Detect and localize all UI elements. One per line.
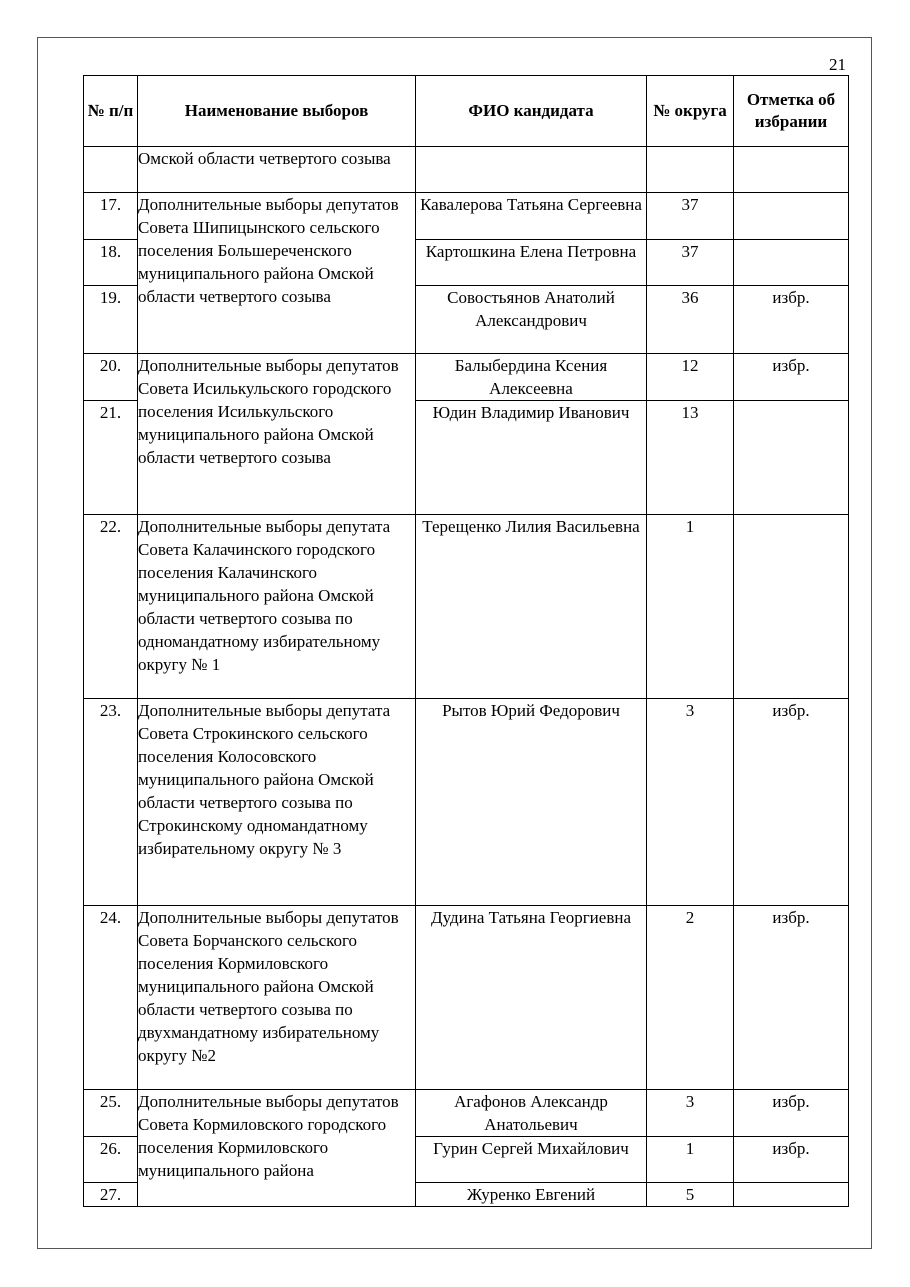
election-name: Дополнительные выборы депутатов Совета Исилькульского городского поселения Исилькульского муниципального района Омской области четвертого созыва: [138, 354, 416, 515]
elected-mark: избр.: [734, 1090, 849, 1137]
district-number: 36: [647, 286, 734, 354]
election-name: Дополнительные выборы депутатов Совета Борчанского сельского поселения Кормиловского муниципального района Омской области четвертого созыва по двухмандатному избирательному округу №2: [138, 906, 416, 1090]
district-number: [647, 147, 734, 193]
candidate-name: Рытов Юрий Федорович: [416, 699, 647, 906]
row-number: 27.: [84, 1183, 138, 1207]
elected-mark: [734, 401, 849, 515]
election-name: Дополнительные выборы депутатов Совета Кормиловского городского поселения Кормиловского муниципального района: [138, 1090, 416, 1207]
candidate-name: Кавалерова Татьяна Сергеевна: [416, 193, 647, 240]
district-number: 3: [647, 1090, 734, 1137]
table-row: [84, 1090, 849, 1137]
elected-mark: [734, 515, 849, 699]
candidate-name: Юдин Владимир Иванович: [416, 401, 647, 515]
header-name: Наименование выборов: [138, 76, 416, 147]
elected-mark: избр.: [734, 906, 849, 1090]
elections-table: [83, 75, 849, 1207]
header-row: [84, 76, 849, 147]
district-number: 13: [647, 401, 734, 515]
district-number: 1: [647, 1137, 734, 1183]
elected-mark: [734, 240, 849, 286]
elected-mark: избр.: [734, 1137, 849, 1183]
candidate-name: Картошкина Елена Петровна: [416, 240, 647, 286]
candidate-name: Дудина Татьяна Георгиевна: [416, 906, 647, 1090]
table-row: [84, 906, 849, 1090]
district-number: 12: [647, 354, 734, 401]
candidate-name: [416, 147, 647, 193]
elected-mark: [734, 193, 849, 240]
district-number: 3: [647, 699, 734, 906]
row-number: 19.: [84, 286, 138, 354]
elected-mark: [734, 147, 849, 193]
row-number: 25.: [84, 1090, 138, 1137]
row-number: [84, 147, 138, 193]
candidate-name: Совостьянов Анатолий Александрович: [416, 286, 647, 354]
header-mark: Отметка об избрании: [734, 76, 849, 147]
row-number: 24.: [84, 906, 138, 1090]
table-row: [84, 193, 849, 240]
table-row: [84, 515, 849, 699]
header-fio: ФИО кандидата: [416, 76, 647, 147]
row-number: 17.: [84, 193, 138, 240]
district-number: 37: [647, 193, 734, 240]
candidate-name: Журенко Евгений: [416, 1183, 647, 1207]
row-number: 18.: [84, 240, 138, 286]
table-row: [84, 147, 849, 193]
election-name: Дополнительные выборы депутата Совета Строкинского сельского поселения Колосовского муниципального района Омской области четвертого созыва по Строкинскому одномандатному избирательному округу № 3: [138, 699, 416, 906]
election-name: Дополнительные выборы депутатов Совета Шипицынского сельского поселения Большереченского муниципального района Омской области четвертого созыва: [138, 193, 416, 354]
elected-mark: избр.: [734, 286, 849, 354]
page-number: 21: [829, 55, 846, 74]
header-okrug: № округа: [647, 76, 734, 147]
header-num: № п/п: [84, 76, 138, 147]
election-name: Омской области четвертого созыва: [138, 147, 416, 193]
row-number: 20.: [84, 354, 138, 401]
row-number: 21.: [84, 401, 138, 515]
candidate-name: Гурин Сергей Михайлович: [416, 1137, 647, 1183]
candidate-name: Балыбердина Ксения Алексеевна: [416, 354, 647, 401]
election-name: Дополнительные выборы депутата Совета Калачинского городского поселения Калачинского муниципального района Омской области четвертого созыва по одномандатному избирательному округу № 1: [138, 515, 416, 699]
district-number: 2: [647, 906, 734, 1090]
elected-mark: [734, 1183, 849, 1207]
table-row: [84, 699, 849, 906]
row-number: 22.: [84, 515, 138, 699]
row-number: 26.: [84, 1137, 138, 1183]
candidate-name: Терещенко Лилия Васильевна: [416, 515, 647, 699]
elected-mark: избр.: [734, 699, 849, 906]
elected-mark: избр.: [734, 354, 849, 401]
row-number: 23.: [84, 699, 138, 906]
district-number: 5: [647, 1183, 734, 1207]
district-number: 1: [647, 515, 734, 699]
district-number: 37: [647, 240, 734, 286]
candidate-name: Агафонов Александр Анатольевич: [416, 1090, 647, 1137]
table-row: [84, 354, 849, 401]
